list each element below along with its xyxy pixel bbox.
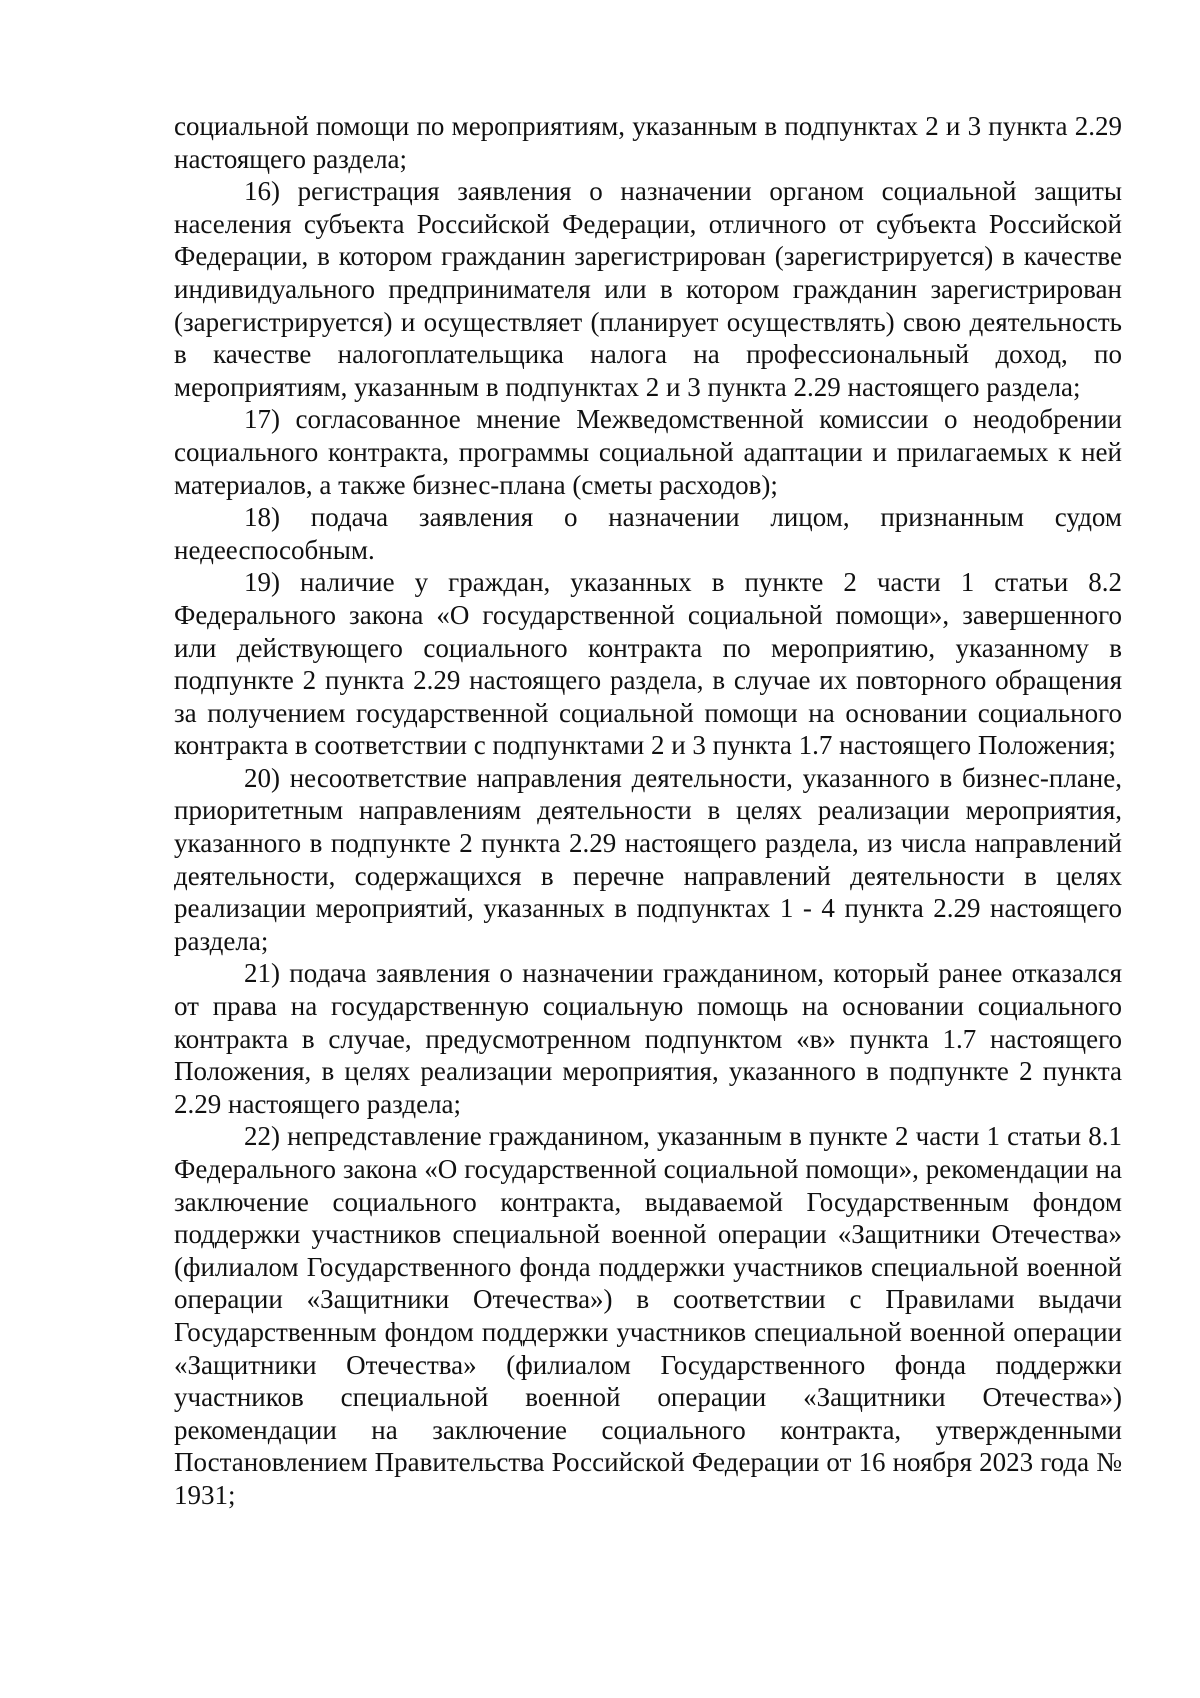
paragraph-item-17: 17) согласованное мнение Межведомственной комиссии о неодобрении социального контракта, программы социальной адаптации и прилагаемых к ней материалов, а также бизнес-плана (сметы расходов); bbox=[174, 404, 1122, 500]
paragraph-item-19: 19) наличие у граждан, указанных в пункте 2 части 1 статьи 8.2 Федерального закона «О государственной социальной помощи», завершенного или действующего социального контракта по мероприятию, указанному в подпункте 2 пункта 2.29 настоящего раздела, в случае их повторного обращения за получением государственной социальной помощи на основании социального контракта в соответствии с подпунктами 2 и 3 пункта 1.7 настоящего Положения; bbox=[174, 567, 1122, 761]
paragraph-item-22: 22) непредставление гражданином, указанным в пункте 2 части 1 статьи 8.1 Федерального закона «О государственной социальной помощи», рекомендации на заключение социального контракта, выдаваемой Государственным фондом поддержки участников специальной военной операции «Защитники Отечества» (филиалом Государственного фонда поддержки участников специальной военной операции «Защитники Отечества») в соответствии с Правилами выдачи Государственным фондом поддержки участников специальной военной операции «Защитники Отечества» (филиалом Государственного фонда поддержки участников специальной военной операции «Защитники Отечества») рекомендации на заключение социального контракта, утвержденными Постановлением Правительства Российской Федерации от 16 ноября 2023 года № 1931; bbox=[174, 1121, 1122, 1510]
paragraph-item-18: 18) подача заявления о назначении лицом, признанным судом недееспособным. bbox=[174, 502, 1122, 565]
paragraph-continuation: социальной помощи по мероприятиям, указанным в подпунктах 2 и 3 пункта 2.29 настоящего раздела; bbox=[174, 111, 1122, 174]
paragraph-item-20: 20) несоответствие направления деятельности, указанного в бизнес-плане, приоритетным направлениям деятельности в целях реализации мероприятия, указанного в подпункте 2 пункта 2.29 настоящего раздела, из числа направлений деятельности, содержащихся в перечне направлений деятельности в целях реализации мероприятий, указанных в подпунктах 1 - 4 пункта 2.29 настоящего раздела; bbox=[174, 762, 1122, 956]
paragraph-item-16: 16) регистрация заявления о назначении органом социальной защиты населения субъекта Российской Федерации, отличного от субъекта Российской Федерации, в котором гражданин зарегистрирован (зарегистрируется) в качестве индивидуального предпринимателя или в котором гражданин зарегистрирован (зарегистрируется) и осуществляет (планирует осуществлять) свою деятельность в качестве налогоплательщика налога на профессиональный доход, по мероприятиям, указанным в подпунктах 2 и 3 пункта 2.29 настоящего раздела; bbox=[174, 176, 1122, 402]
paragraph-item-21: 21) подача заявления о назначении гражданином, который ранее отказался от права на государственную социальную помощь на основании социального контракта в случае, предусмотренном подпунктом «в» пункта 1.7 настоящего Положения, в целях реализации мероприятия, указанного в подпункте 2 пункта 2.29 настоящего раздела; bbox=[174, 958, 1122, 1119]
document-page bbox=[174, 110, 1122, 1512]
